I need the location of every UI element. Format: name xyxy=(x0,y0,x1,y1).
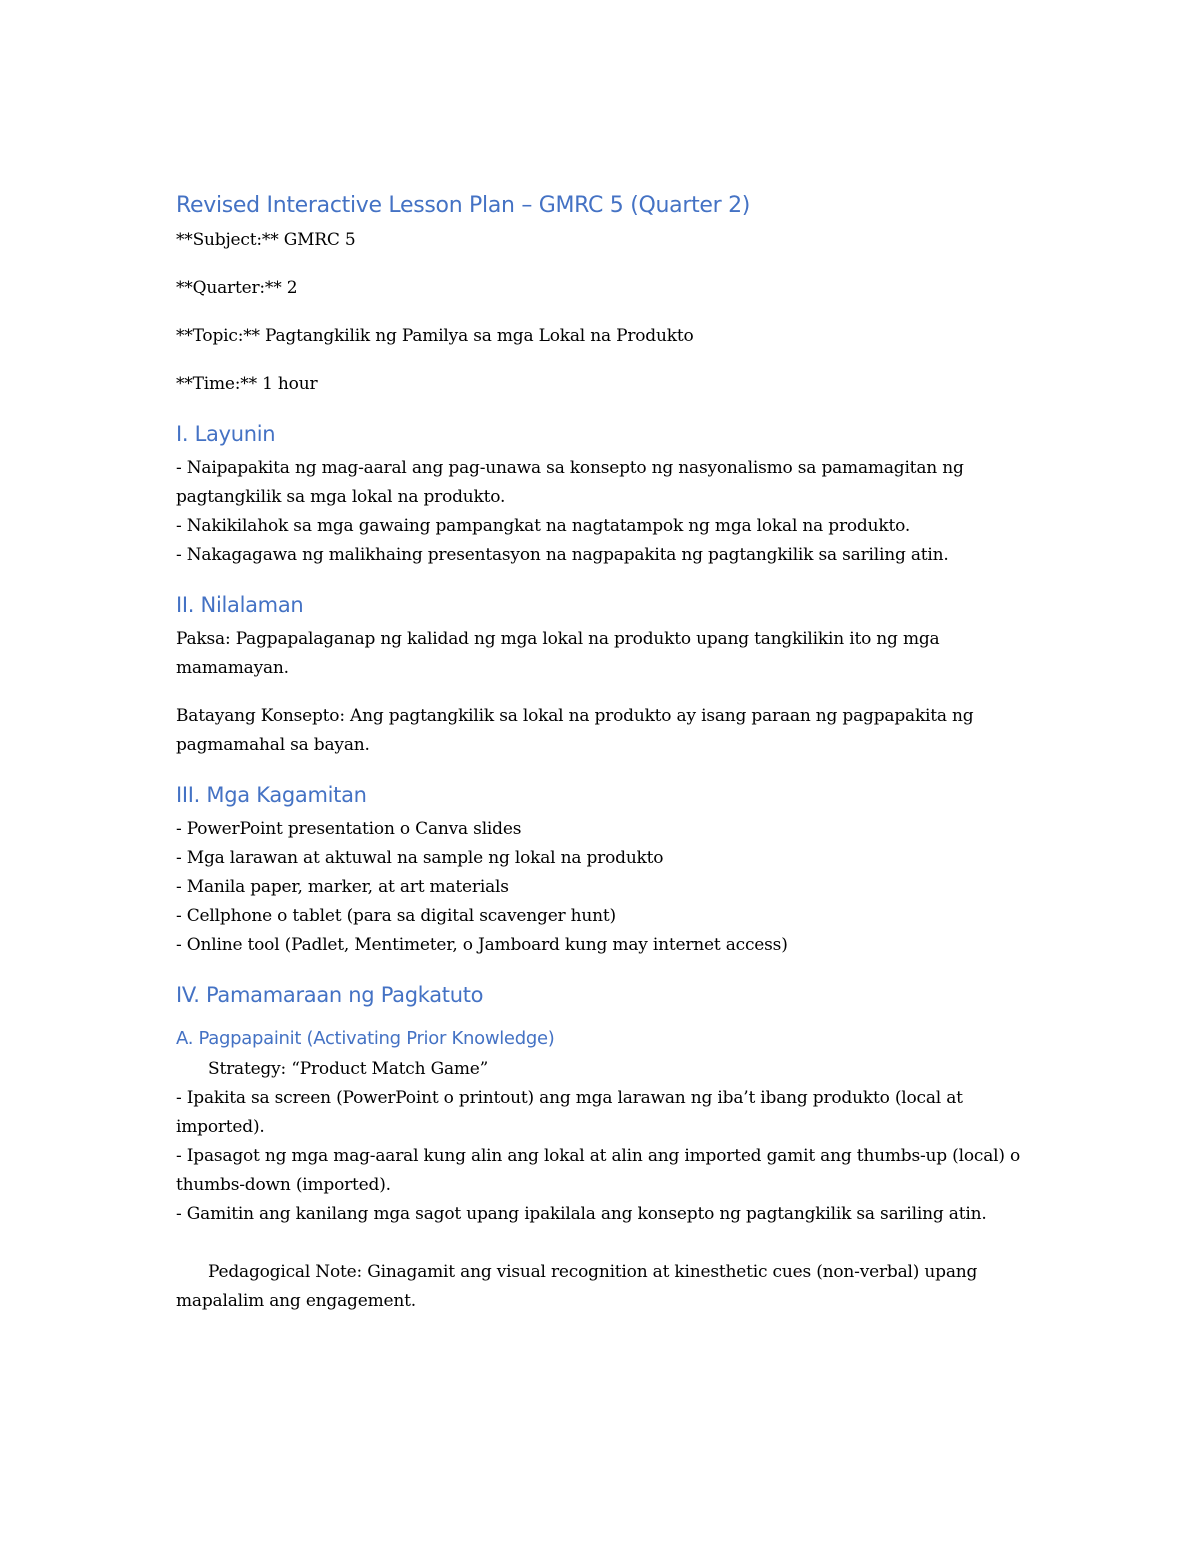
pagpapainit-list xyxy=(176,1084,1026,1229)
list-item: - Manila paper, marker, at art materials xyxy=(176,877,509,897)
meta-subject: **Subject:** GMRC 5 xyxy=(176,230,356,250)
section-heading-kagamitan: III. Mga Kagamitan xyxy=(176,783,367,807)
list-item: - Ipakita sa screen (PowerPoint o printout) ang mga larawan ng iba’t ibang produkto (local at imported). xyxy=(176,1088,963,1137)
list-item: - Cellphone o tablet (para sa digital scavenger hunt) xyxy=(176,906,616,926)
list-item: - Gamitin ang kanilang mga sagot upang ipakilala ang konsepto ng pagtangkilik sa sariling atin. xyxy=(176,1204,987,1224)
layunin-list xyxy=(176,454,1026,570)
section-heading-pamamaraan: IV. Pamamaraan ng Pagkatuto xyxy=(176,983,484,1007)
pedagogical-note: Pedagogical Note: Ginagamit ang visual recognition at kinesthetic cues (non-verbal) upang mapalalim ang engagement. xyxy=(176,1262,978,1311)
meta-topic: **Topic:** Pagtangkilik ng Pamilya sa mga Lokal na Produkto xyxy=(176,326,694,346)
nilalaman-konsepto: Batayang Konsepto: Ang pagtangkilik sa lokal na produkto ay isang paraan ng pagpapakita ng pagmamahal sa bayan. xyxy=(176,706,974,755)
kagamitan-list xyxy=(176,815,1026,960)
list-item: - Nakikilahok sa mga gawaing pampangkat na nagtatampok ng mga lokal na produkto. xyxy=(176,516,911,536)
list-item: - PowerPoint presentation o Canva slides xyxy=(176,819,522,839)
section-heading-layunin: I. Layunin xyxy=(176,422,276,446)
list-item: - Naipapakita ng mag-aaral ang pag-unawa sa konsepto ng nasyonalismo sa pamamagitan ng pagtangkilik sa mga lokal na produkto. xyxy=(176,458,964,507)
list-item: - Ipasagot ng mga mag-aaral kung alin ang lokal at alin ang imported gamit ang thumbs-up (local) o thumbs-down (imported). xyxy=(176,1146,1021,1195)
document-title: Revised Interactive Lesson Plan – GMRC 5 (Quarter 2) xyxy=(176,193,751,218)
document-page xyxy=(176,190,1026,1316)
meta-quarter: **Quarter:** 2 xyxy=(176,278,298,298)
section-heading-nilalaman: II. Nilalaman xyxy=(176,593,304,617)
list-item: - Online tool (Padlet, Mentimeter, o Jamboard kung may internet access) xyxy=(176,935,788,955)
subsection-heading-pagpapainit: A. Pagpapainit (Activating Prior Knowledge) xyxy=(176,1028,555,1049)
strategy-text: Strategy: “Product Match Game” xyxy=(208,1059,489,1079)
nilalaman-paksa: Paksa: Pagpapalaganap ng kalidad ng mga lokal na produkto upang tangkilikin ito ng mga mamamayan. xyxy=(176,629,940,678)
meta-time: **Time:** 1 hour xyxy=(176,374,318,394)
list-item: - Mga larawan at aktuwal na sample ng lokal na produkto xyxy=(176,848,664,868)
list-item: - Nakagagawa ng malikhaing presentasyon na nagpapakita ng pagtangkilik sa sariling atin. xyxy=(176,545,949,565)
